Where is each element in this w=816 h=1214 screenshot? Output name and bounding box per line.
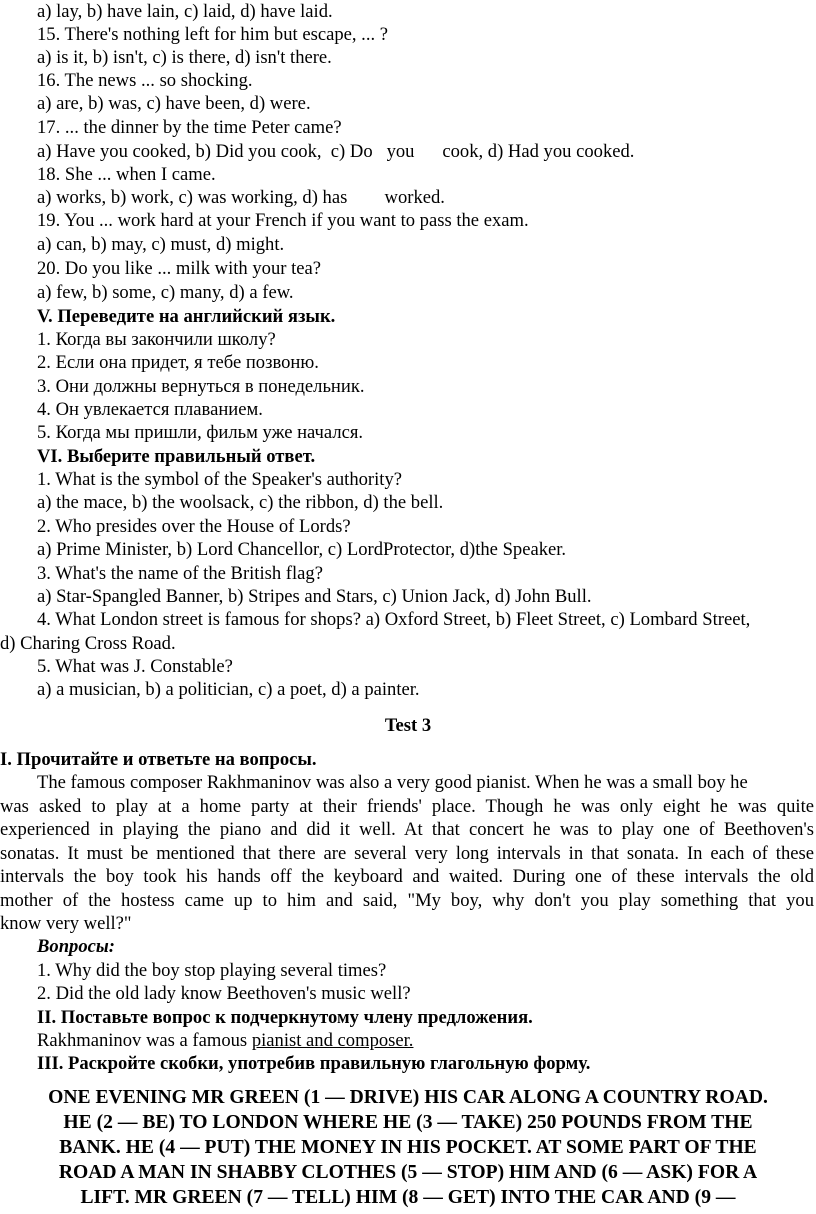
- quiz-question-2: 2. Who presides over the House of Lords?: [37, 516, 351, 537]
- translate-item-3: 3. Они должны вернуться в понедельник.: [37, 376, 365, 397]
- passage-line-2: was asked to play at a home party at their friends' place. Though he was only eight he was quite: [0, 796, 814, 817]
- section-vi-heading: VI. Выберите правильный ответ.: [37, 446, 316, 467]
- section-ii-sentence: [37, 1030, 413, 1052]
- option-line-15: a) is it, b) isn't, c) is there, d) isn't there.: [37, 47, 332, 68]
- translate-item-1: 1. Когда вы закончили школу?: [37, 329, 276, 350]
- section-ii-heading: II. Поставьте вопрос к подчеркнутому члену предложения.: [37, 1007, 533, 1028]
- section-iii-heading: III. Раскройте скобки, употребив правильную глагольную форму.: [37, 1053, 591, 1074]
- option-line-20: a) few, b) some, c) many, d) a few.: [37, 282, 294, 303]
- passage-line-7: know very well?": [0, 913, 132, 934]
- translate-item-2: 2. Если она придет, я тебе позвоню.: [37, 352, 319, 373]
- question-20: 20. Do you like ... milk with your tea?: [37, 258, 322, 279]
- section-v-heading: V. Переведите на английский язык.: [37, 306, 336, 327]
- passage-line-6: mother of the hostess came up to him and said, "My boy, why don't you play something that you: [0, 890, 814, 911]
- translate-item-4: 4. Он увлекается плаванием.: [37, 399, 263, 420]
- quiz-question-5: 5. What was J. Constable?: [37, 656, 233, 677]
- passage-line-3: experienced in playing the piano and did it well. At that concert he was to play one of Beethoven's: [0, 819, 814, 840]
- quiz-options-5: a) a musician, b) a politician, c) a poet, d) a painter.: [37, 679, 420, 700]
- quiz-question-4: 4. What London street is famous for shops? a) Oxford Street, b) Fleet Street, c) Lombard Street,: [37, 609, 751, 630]
- question-15: 15. There's nothing left for him but escape, ... ?: [37, 24, 389, 45]
- test-3-title: Test 3: [384, 715, 432, 736]
- passage-line-5: intervals the boy took his hands off the keyboard and waited. During one of these intervals the old: [0, 866, 814, 887]
- sentence-start: Rakhmaninov was a famous: [37, 1030, 252, 1051]
- quiz-question-3: 3. What's the name of the British flag?: [37, 563, 323, 584]
- underlined-phrase: pianist and composer.: [251, 1030, 414, 1051]
- quiz-options-2: a) Prime Minister, b) Lord Chancellor, c) LordProtector, d)the Speaker.: [37, 539, 567, 560]
- translate-item-5: 5. Когда мы пришли, фильм уже начался.: [37, 422, 364, 443]
- quiz-options-1: a) the mace, b) the woolsack, c) the ribbon, d) the bell.: [37, 492, 444, 513]
- reading-question-2: 2. Did the old lady know Beethoven's music well?: [37, 983, 411, 1004]
- question-17: 17. ... the dinner by the time Peter came?: [37, 117, 342, 138]
- exercise-line-1: ONE EVENING MR GREEN (1 — DRIVE) HIS CAR ALONG A COUNTRY ROAD.: [48, 1087, 768, 1108]
- question-16: 16. The news ... so shocking.: [37, 70, 253, 91]
- reading-question-1: 1. Why did the boy stop playing several times?: [37, 960, 387, 981]
- option-line-18: a) works, b) work, c) was working, d) has worked.: [37, 187, 445, 208]
- option-line-17: a) Have you cooked, b) Did you cook, c) Do you cook, d) Had you cooked.: [37, 141, 635, 162]
- question-18: 18. She ... when I came.: [37, 164, 216, 185]
- option-line-14: a) lay, b) have lain, c) laid, d) have laid.: [37, 1, 333, 22]
- exercise-line-4: ROAD A MAN IN SHABBY CLOTHES (5 — STOP) HIM AND (6 — ASK) FOR A: [58, 1162, 758, 1183]
- passage-line-1: The famous composer Rakhmaninov was also a very good pianist. When he was a small boy he: [37, 772, 748, 793]
- quiz-question-1: 1. What is the symbol of the Speaker's authority?: [37, 469, 402, 490]
- quiz-question-4-continued: d) Charing Cross Road.: [0, 633, 176, 654]
- option-line-16: a) are, b) was, c) have been, d) were.: [37, 93, 311, 114]
- question-19: 19. You ... work hard at your French if you want to pass the exam.: [37, 210, 529, 231]
- questions-label: Вопросы:: [37, 936, 115, 957]
- section-i-heading: I. Прочитайте и ответьте на вопросы.: [0, 749, 317, 770]
- passage-line-4: sonatas. It must be mentioned that there are several very long intervals in that sonata. In each of these: [0, 843, 814, 864]
- exercise-line-3: BANK. HE (4 — PUT) THE MONEY IN HIS POCKET. AT SOME PART OF THE: [59, 1137, 757, 1158]
- exercise-line-5: LIFT. MR GREEN (7 — TELL) HIM (8 — GET) INTO THE CAR AND (9 —: [80, 1187, 736, 1208]
- quiz-options-3: a) Star-Spangled Banner, b) Stripes and Stars, c) Union Jack, d) John Bull.: [37, 586, 592, 607]
- exercise-line-2: HE (2 — BE) TO LONDON WHERE HE (3 — TAKE) 250 POUNDS FROM THE: [63, 1112, 753, 1133]
- option-line-19: a) can, b) may, c) must, d) might.: [37, 234, 285, 255]
